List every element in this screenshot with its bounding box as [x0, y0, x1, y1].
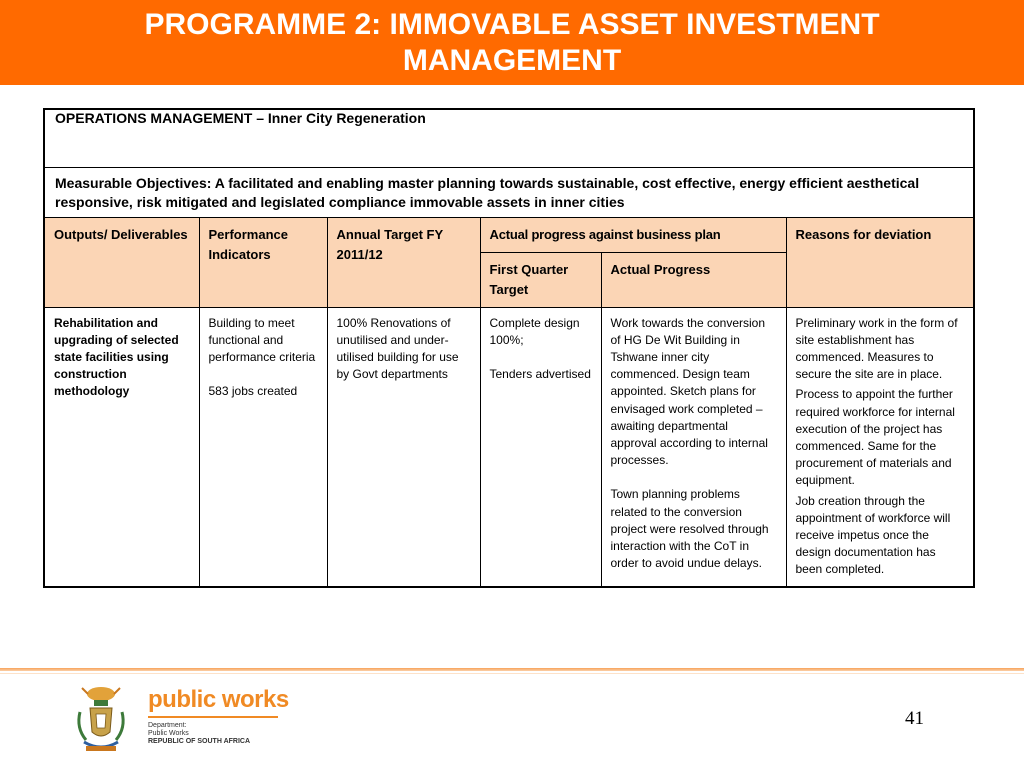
objective-row	[44, 167, 974, 217]
table-row	[44, 307, 974, 587]
header-first-quarter: First Quarter Target	[480, 252, 601, 307]
section-title: OPERATIONS MANAGEMENT – Inner City Regeneration	[44, 109, 974, 167]
cell-actual-progress	[601, 307, 786, 587]
coat-of-arms-icon	[72, 684, 130, 754]
header-reasons: Reasons for deviation	[786, 217, 974, 307]
header-outputs: Outputs/ Deliverables	[44, 217, 199, 307]
header-annual-target: Annual Target FY 2011/12	[327, 217, 480, 307]
header-row	[44, 217, 974, 252]
footer-divider	[0, 668, 1024, 671]
cell-reasons	[786, 307, 974, 587]
title-bar	[0, 0, 1024, 85]
section-title-row	[44, 109, 974, 167]
department-label: Department:	[148, 722, 187, 729]
actual-progress-text-1: Work towards the conversion of HG De Wit Building in Tshwane inner city commenced. Design team appointed. Sketch plans for envisaged work completed – awaiting departmental approval according to internal processes.	[610, 315, 768, 468]
operations-table	[43, 108, 975, 588]
slide-title: PROGRAMME 2: IMMOVABLE ASSET INVESTMENT MANAGEMENT	[144, 7, 880, 77]
indicators-text-2: 583 jobs created	[208, 384, 298, 399]
first-quarter-text-1: Complete design 100%;	[489, 315, 580, 347]
cell-annual-target	[327, 307, 480, 587]
department-name: Public Works	[148, 730, 189, 737]
header-actual-progress: Actual Progress	[601, 252, 786, 307]
actual-progress-text-2: Town planning problems related to the conversion project were resolved through interaction with the CoT in order to avoid undue delays.	[610, 487, 769, 571]
brand-name: public works	[148, 686, 289, 713]
cell-indicators	[199, 307, 327, 587]
first-quarter-text-2: Tenders advertised	[489, 366, 591, 381]
cell-first-quarter	[480, 307, 601, 587]
measurable-objectives: Measurable Objectives: A facilitated and enabling master planning towards sustainable, cost effective, energy efficient aesthetical responsive, risk mitigated and legislated compliance immovable assets in inner cities	[44, 167, 974, 217]
header-indicators: Performance Indicators	[199, 217, 327, 307]
annual-target-text: 100% Renovations of unutilised and under-utilised building for use by Govt departments	[336, 315, 459, 382]
header-actual-progress-group: Actual progress against business plan	[480, 217, 786, 252]
footer-divider-thin	[0, 673, 1024, 674]
country-name: REPUBLIC OF SOUTH AFRICA	[148, 738, 251, 745]
public-works-logo	[72, 684, 312, 756]
outputs-text: Rehabilitation and upgrading of selected state facilities using construction methodology	[54, 315, 179, 399]
reasons-text-2: Process to appoint the further required workforce for internal execution of the project has commenced. Same for the procurement of materials and equipment.	[795, 387, 955, 488]
brand-underline	[148, 716, 278, 718]
indicators-text-1: Building to meet functional and performance criteria	[208, 315, 316, 364]
page-number: 41	[905, 708, 924, 729]
reasons-text-1: Preliminary work in the form of site establishment has commenced. Measures to secure the site are in place.	[795, 315, 958, 382]
reasons-text-3: Job creation through the appointment of workforce will receive impetus once the design documentation has been completed.	[795, 493, 951, 577]
cell-outputs	[44, 307, 199, 587]
